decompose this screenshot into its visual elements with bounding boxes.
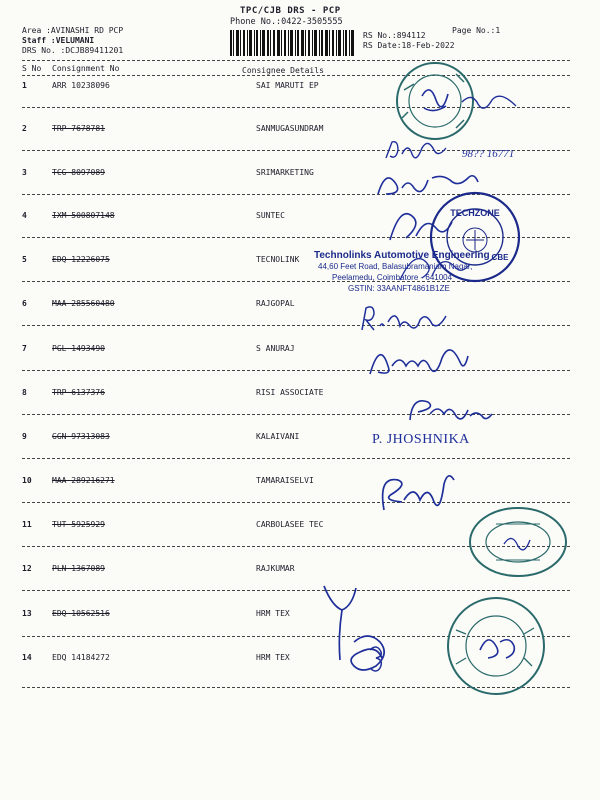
row-sno: 10 xyxy=(22,476,32,485)
rs-date: RS Date:18-Feb-2022 xyxy=(363,41,455,50)
phone-number: Phone No.:0422-3505555 xyxy=(230,17,343,27)
row-consignee: SRIMARKETING xyxy=(256,168,314,177)
row-consignment: EDQ 12226075 xyxy=(52,255,110,264)
column-consignment: Consignment No xyxy=(52,64,120,73)
techzone-city: CBE xyxy=(491,253,509,262)
row6-signature xyxy=(358,302,458,334)
row9-handwritten-name: P. JHOSHNIKA xyxy=(372,432,470,447)
column-sno: S No xyxy=(22,64,42,73)
row-consignment: GGN 97313083 xyxy=(52,432,110,441)
row1-signature xyxy=(460,86,520,110)
row2-handwritten-note: 98?? 16771 xyxy=(462,148,515,160)
row-sno: 2 xyxy=(22,124,27,133)
row5-signature xyxy=(392,246,472,286)
row-consignee: TAMARAISELVI xyxy=(256,476,314,485)
row-consignee: RISI ASSOCIATE xyxy=(256,388,324,397)
techno-address-line1: Technolinks Automotive Engineering xyxy=(314,250,490,261)
row-consignment: TRP 7678781 xyxy=(52,124,105,133)
techno-address-line4: GSTIN: 33AANFT4861B1ZE xyxy=(348,284,450,293)
row-divider xyxy=(22,325,570,326)
row-consignment: PGL 1493490 xyxy=(52,344,105,353)
carbolasee-seal-stamp xyxy=(466,504,570,580)
row-divider xyxy=(22,590,570,591)
row-consignee: TECNOLINK xyxy=(256,255,300,264)
top-rule xyxy=(22,60,570,61)
row-sno: 12 xyxy=(22,564,32,573)
row-sno: 13 xyxy=(22,609,32,618)
hrm-textiles-seal-stamp xyxy=(444,594,548,698)
row-sno: 6 xyxy=(22,299,27,308)
row2-signature xyxy=(382,138,452,164)
column-consignee: Consignee Details xyxy=(242,66,324,75)
row-consignment: ARR 10238096 xyxy=(52,81,110,90)
row-divider xyxy=(22,370,570,371)
rs-number: RS No.:894112 xyxy=(363,31,426,40)
row-sno: 4 xyxy=(22,211,27,220)
row-consignment: EDQ 14184272 xyxy=(52,653,110,662)
staff-field: Staff :VELUMANI xyxy=(22,36,95,45)
header-rule xyxy=(22,75,570,76)
row-consignee: CARBOLASEE TEC xyxy=(256,520,324,529)
row8-signature xyxy=(404,392,494,426)
row-sno: 8 xyxy=(22,388,27,397)
techno-address-line3: Peelamedu, Coimbatore - 641004 xyxy=(332,273,453,282)
document-title: TPC/CJB DRS - PCP xyxy=(240,6,341,16)
row-divider xyxy=(22,502,570,503)
row-consignment: TRP 6137376 xyxy=(52,388,105,397)
row-sno: 7 xyxy=(22,344,27,353)
row-consignment: MAA 285560480 xyxy=(52,299,115,308)
row10-signature xyxy=(374,470,464,516)
row-divider xyxy=(22,458,570,459)
row7-signature xyxy=(364,340,474,380)
row-consignee: RAJGOPAL xyxy=(256,299,295,308)
techno-address-line2: 44,60 Feet Road, Balasubramaniam Nagar, xyxy=(318,262,473,271)
row-consignee: RAJKUMAR xyxy=(256,564,295,573)
row13-signature xyxy=(310,580,420,684)
row-sno: 11 xyxy=(22,520,32,529)
row-sno: 3 xyxy=(22,168,27,177)
area-field: Area :AVINASHI RD PCP xyxy=(22,26,124,35)
row-consignment: PLN 1367089 xyxy=(52,564,105,573)
page-number: Page No.:1 xyxy=(452,26,501,35)
row-consignment: TCG 8097089 xyxy=(52,168,105,177)
row-sno: 14 xyxy=(22,653,32,662)
barcode xyxy=(230,30,354,56)
row-sno: 9 xyxy=(22,432,27,441)
row-consignee: SUNTEC xyxy=(256,211,285,220)
row-consignment: EDQ 10562516 xyxy=(52,609,110,618)
row-consignee: S ANURAJ xyxy=(256,344,295,353)
row-consignee: HRM TEX xyxy=(256,609,290,618)
row-consignee: KALAIVANI xyxy=(256,432,300,441)
row-consignee: HRM TEX xyxy=(256,653,290,662)
row-consignment: TUT 5925929 xyxy=(52,520,105,529)
row-sno: 1 xyxy=(22,81,27,90)
drs-number: DRS No. :DCJB89411201 xyxy=(22,46,124,55)
row-consignment: MAA 289216271 xyxy=(52,476,115,485)
row-consignee: SAI MARUTI EP xyxy=(256,81,319,90)
row-sno: 5 xyxy=(22,255,27,264)
techzone-label: TECHZONE xyxy=(450,208,500,218)
row-consignment: IXM 500807148 xyxy=(52,211,115,220)
row-consignee: SANMUGASUNDRAM xyxy=(256,124,324,133)
